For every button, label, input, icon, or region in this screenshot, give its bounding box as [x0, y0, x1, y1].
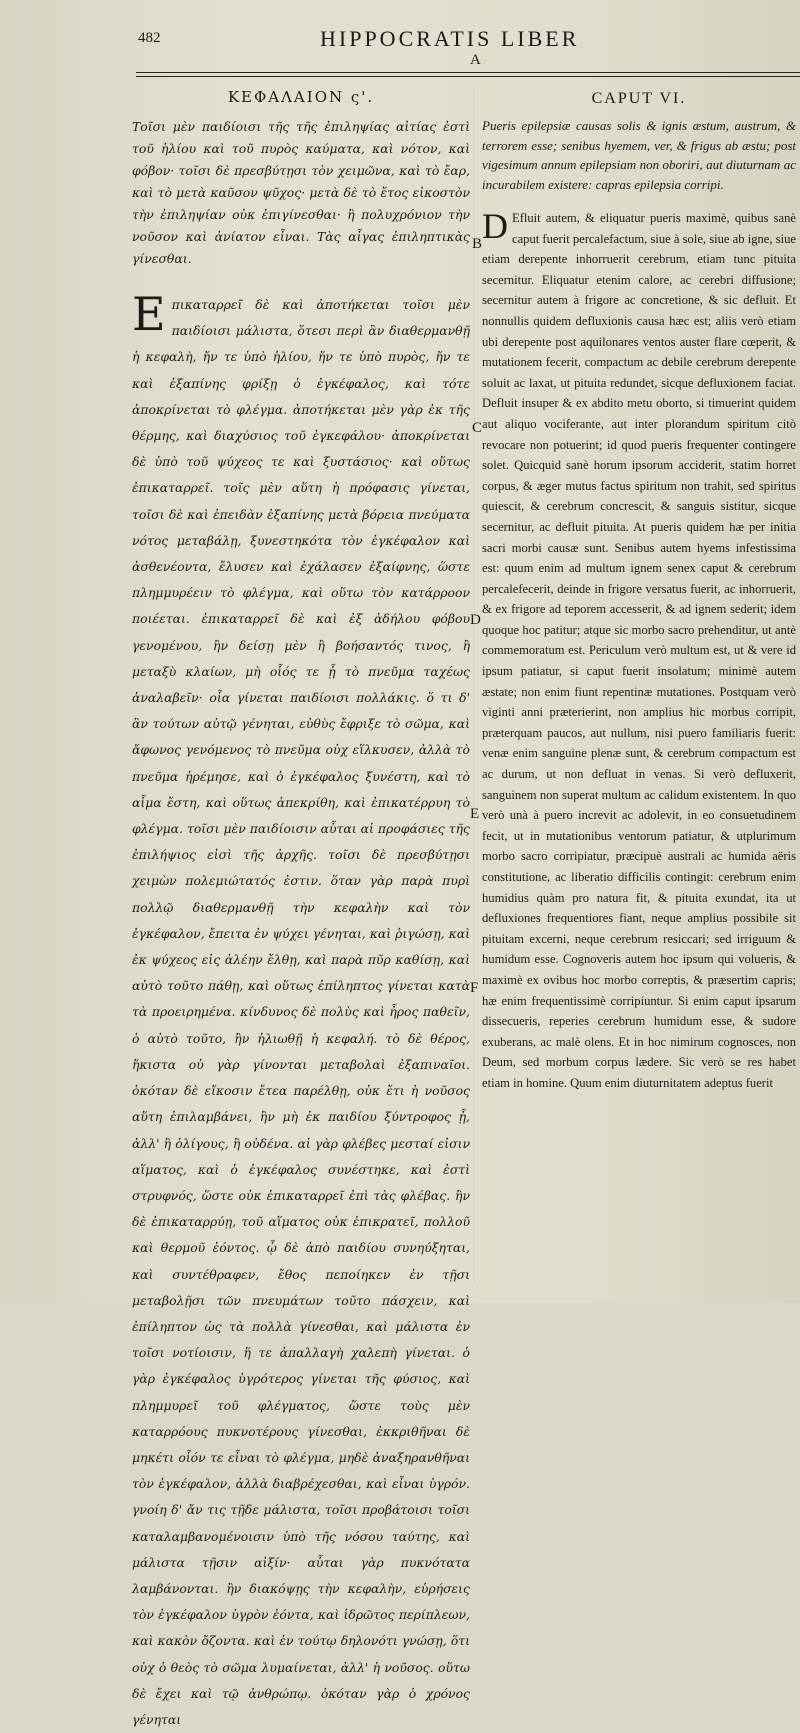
running-head: HIPPOCRATIS LIBER — [320, 26, 580, 51]
column-gutter — [474, 84, 475, 1284]
header-rule — [136, 72, 800, 73]
greek-chapter-heading: ΚΕΦΑΛΑΙΟΝ ς'. — [227, 88, 375, 106]
margin-letter-f: F — [470, 980, 479, 996]
margin-letter-b: B — [472, 236, 483, 252]
latin-chapter-heading: CAPUT VI. — [591, 90, 687, 107]
latin-body-content: Efluit autem, & eliquatur pueris maximè, quibus sanè caput fuerit percalefactum, siue à sole, siue ab igne, siue etiam derepente inhorruerit cerebrum, etiam tunc pituita secernitur. Eliquatur etenim calore, ac cerebri diffusione; secernitur autem à frigore ac concretione, & sic defluit. Et nonnullis quidem defluxionis causa hæc est; aliis verò etiam ubi derepente post aquilonares ventos auster flare cœperit, & mutationem fecerit, compactum ac debile cerebrum derepente soluit ac laxat, ut pituita redundet, sicque defluxionem faciat. Defluit insuper & ex abdito metu oborto, si timuerint quidem aut aliquo vociferante, aut inter plorandum spiritum citò revocare non potuerint; id quod pueris frequenter contingere solet. Quicquid sanè horum ipsorum acciderit, statim horret corpus, & æger mutus factus spiritum non trahit, sed spiritus quiescit, & cerebrum concrescit, & sanguis sistitur, sicque secernitur, ac defluit pituita. At pueris quidem hæ per initia sacri morbi causæ sunt. Senibus autem hyems infestissima est: quum enim ad multum ignem senex caput & cerebrum percalefecerit, deinde in frigore versatus fuerit, ac inhorruerit, & ex frigore ad teporem accesserit, & ad ignem sederit; idem quoque hoc patitur; atque sic morbo sacro prehenditur, ut antè commemoratum est. Periculum verò multum est, ut & vere id ipsum patiatur, si caput fuerit insolatum; minimè autem æstate; non enim fiunt repentinæ mutationes. Postquam verò viginti anni præterierint, non amplius hic morbus corripit, præterquam paucos, aut nullum, nisi puero familiaris fuerit: venæ enim sanguine plenæ sunt, & cerebrum compactum est ac durum, ut non defluat in venas. Si verò defluxerit, sanguinem non superat multum ac calidum existentem. In quo verò unà à puero increvit ac adolevit, in eo consuetudinem fecit, ut in mutationibus ventorum patiatur, & utplurimum morbo sacro corripiatur, præcipuè australi ac humida aëris constitutione, ac liberatio difficilis contingit: cerebrum enim humidius quàm pro natura fit, & pituita exundat, ita ut defluxiones frequentiores fiant, neque amplius possibile sit pituitam excerni, neque cerebrum resiccari; sed irriguum & humidum esse. Cognoveris autem hoc ipsum qui volueris, & maximè ex ovibus hoc morbo correptis, & præsertim capris; hæ enim frequentissimè corripiuntur. Si enim caput ipsarum dissecueris, reperies cerebrum humidum esse, & sudore exuberans, ac malè olens. Et in hoc nimirum cognosces, non Deum, sed morbum corpus lædere. Sic verò se res habet etiam in homine. Quum enim diuturnitatem adeptus fuerit — [482, 211, 796, 1090]
latin-chapter-summary: Pueris epilepsiæ causas solis & ignis æstum, austrum, & terrorem esse; senibus hyemem, ver, & frigus ab æstu; post vigesimum annum epilepsiam non oboriri, aut diuturnam ac incurabilem existere: capras epilepsia corripi. — [482, 118, 796, 192]
margin-letter-d: D — [470, 612, 481, 628]
header-rule-thin — [136, 76, 800, 77]
margin-letter-c: C — [472, 420, 483, 436]
greek-chapter-summary: Τοῖσι μὲν παιδίοισι τῆς τῆς ἐπιληψίας αἰτίας ἐστὶ τοῦ ἡλίου καὶ τοῦ πυρὸς καύματα, καὶ νότον, καὶ φόβον· τοῖσι δὲ πρεσβύτῃσι τὸν χειμῶνα, καὶ τὸ ἔαρ, καὶ τὸ μετὰ καῦσον ψῦχος· μετὰ δὲ τὸ ἔτος εἰκοστὸν τὴν ἐπιληψίαν οὐκ ἐπιγίνεσθαι· ἢ πολυχρόνιον τὴν νοῦσον καὶ ἀνίατον εἶναι. Τὰς αἶγας ἐπιληπτικὰς γίνεσθαι. — [132, 119, 470, 266]
latin-column — [482, 84, 796, 1284]
greek-body-content: πικαταρρεῖ δὲ καὶ ἀποτήκεται τοῖσι μὲν παιδίοισι μάλιστα, ὅτεσι περὶ ἂν διαθερμανθῇ ἡ κεφαλὴ, ἤν τε ὑπὸ ἡλίου, ἤν τε ὑπὸ πυρὸς, ἤν τε καὶ ἐξαπίνης φρίξῃ ὁ ἐγκέφαλος, καὶ τότε ἀποκρίνεται τὸ φλέγμα. ἀποτήκεται μὲν γὰρ ἐκ τῆς θέρμης, καὶ διαχύσιος τοῦ ἐγκεφάλου· ἀποκρίνεται δὲ ὑπὸ τοῦ ψύχεος τε καὶ ξυστάσιος· καὶ οὕτως ἐπικαταρρεῖ. τοῖς μὲν αὕτη ἡ πρόφασις γίνεται, τοῖσι δὲ καὶ ἐπειδὰν ἐξαπίνης μετὰ βόρεια πνεύματα νότος μεταβάλῃ, ξυνεστηκότα τὸν ἐγκέφαλον καὶ ἀσθενέοντα, ἔλυσεν καὶ ἐχάλασεν ἐξαίφνης, ὥστε πλημμυρέειν τὸ φλέγμα, καὶ οὕτω τὸν κατάρροον ποιέεται. ἐπικαταρρεῖ δὲ καὶ ἐξ ἀδήλου φόβου γενομένου, ἢν δείσῃ μὲν ἢ βοήσαντός τινος, ἢ μεταξὺ κλαίων, μὴ οἷός τε ᾖ τὸ πνεῦμα ταχέως ἀναλαβεῖν· οἷα γίνεται παιδίοισι πολλάκις. ὅ τι δ' ἂν τούτων αὐτῷ γένηται, εὐθὺς ἔφριξε τὸ σῶμα, καὶ ἄφωνος γενόμενος τὸ πνεῦμα οὐχ εἵλκυσεν, ἀλλὰ τὸ πνεῦμα ἠρέμησε, καὶ ὁ ἐγκέφαλος ξυνέστη, καὶ τὸ αἷμα ἔστη, καὶ οὕτως ἀπεκρίθη, καὶ ἐπικατέρρυη τὸ φλέγμα. τοῖσι μὲν παιδίοισιν αὗται αἱ προφάσιες τῆς ἐπιλήψιος εἰσὶ τῆς ἀρχῆς. τοῖσι δὲ πρεσβύτῃσι χειμὼν πολεμιώτατός ἐστιν. ὅταν γὰρ παρὰ πυρὶ πολλῷ διαθερμανθῇ τὴν κεφαλὴν καὶ τὸν ἐγκέφαλον, ἔπειτα ἐν ψύχει γένηται, καὶ ῥιγώσῃ, καὶ ἐκ ψύχεος εἰς ἀλέην ἔλθῃ, καὶ παρὰ πῦρ καθίσῃ, καὶ αὐτὸ τοῦτο πάθῃ, καὶ οὕτως ἐπίληπτος γίνεται κατὰ τὰ προειρημένα. κίνδυνος δὲ πολὺς καὶ ἦρος παθεῖν, ὁ αὐτὸ τοῦτο, ἢν ἡλιωθῇ ἡ κεφαλή. τὸ δὲ θέρος, ἥκιστα οὐ γὰρ γίνονται μεταβολαὶ ἐξαπιναῖοι. ὁκόταν δὲ εἴκοσιν ἔτεα παρέλθῃ, οὐκ ἔτι ἡ νοῦσος αὕτη ἐπιλαμβάνει, ἢν μὴ ἐκ παιδίου ξύντροφος ᾖ, ἀλλ' ἢ ὀλίγους, ἢ οὐδένα. αἱ γὰρ φλέβες μεσταί εἰσιν αἵματος, καὶ ὁ ἐγκέφαλος συνέστηκε, καὶ ἐστὶ στρυφνός, ὥστε οὐκ ἐπικαταρρεῖ ἐπὶ τὰς φλέβας. ἢν δὲ ἐπικαταρρύῃ, τοῦ αἵματος οὐκ ἐπικρατεῖ, πολλοῦ καὶ θερμοῦ ἐόντος. ᾧ δὲ ἀπὸ παιδίου συνηύξηται, καὶ συντέθραφεν, ἔθος πεποίηκεν ἐν τῇσι μεταβολῇσι τῶν πνευμάτων τοῦτο πάσχειν, καὶ ἐπίληπτον ὡς τὰ πολλὰ γίνεσθαι, καὶ μάλιστα ἐν τοῖσι νοτίοισιν, ἥ τε ἀπαλλαγὴ χαλεπὴ γίνεται. ὁ γὰρ ἐγκέφαλος ὑγρότερος γίνεται τῆς φύσιος, καὶ πλημμυρεῖ τοῦ φλέγματος, ὥστε τοὺς μὲν καταρρόους πυκνοτέρους γίνεσθαι, ἐκκριθῆναι δὲ μηκέτι οἷόν τε εἶναι τὸ φλέγμα, μηδὲ ἀναξηρανθῆναι τὸν ἐγκέφαλον, ἀλλὰ διαβρέχεσθαι, καὶ εἶναι ὑγρόν. γνοίη δ' ἄν τις τῇδε μάλιστα, τοῖσι προβάτοισι τοῖσι καταλαμβανομένοισιν ὑπὸ τῆς νόσου ταύτης, καὶ μάλιστα τῇσιν αἰξίν· αὗται γὰρ πυκνότατα λαμβάνονται. ἢν διακόψῃς τὴν κεφαλὴν, εὑρήσεις τὸν ἐγκέφαλον ὑγρὸν ἐόντα, καὶ ἱδρῶτος περίπλεων, καὶ κακὸν ὄζοντα. καὶ ἐν τούτῳ δηλονότι γνώσῃ, ὅτι οὐχ ὁ θεὸς τὸ σῶμα λυμαίνεται, ἀλλ' ἡ νοῦσος. οὕτω δὲ ἔχει καὶ τῷ ἀνθρώπῳ. ὁκόταν γὰρ ὁ χρόνος γένηται — [132, 297, 470, 1727]
latin-drop-cap: D — [482, 206, 508, 246]
signature-mark: A — [470, 52, 481, 68]
greek-drop-cap: Ε — [132, 287, 166, 341]
page-number: 482 — [138, 30, 161, 46]
greek-column — [132, 84, 470, 1727]
greek-body-text — [132, 287, 470, 1733]
margin-letter-e: E — [470, 806, 480, 822]
latin-body-text — [482, 208, 796, 1094]
